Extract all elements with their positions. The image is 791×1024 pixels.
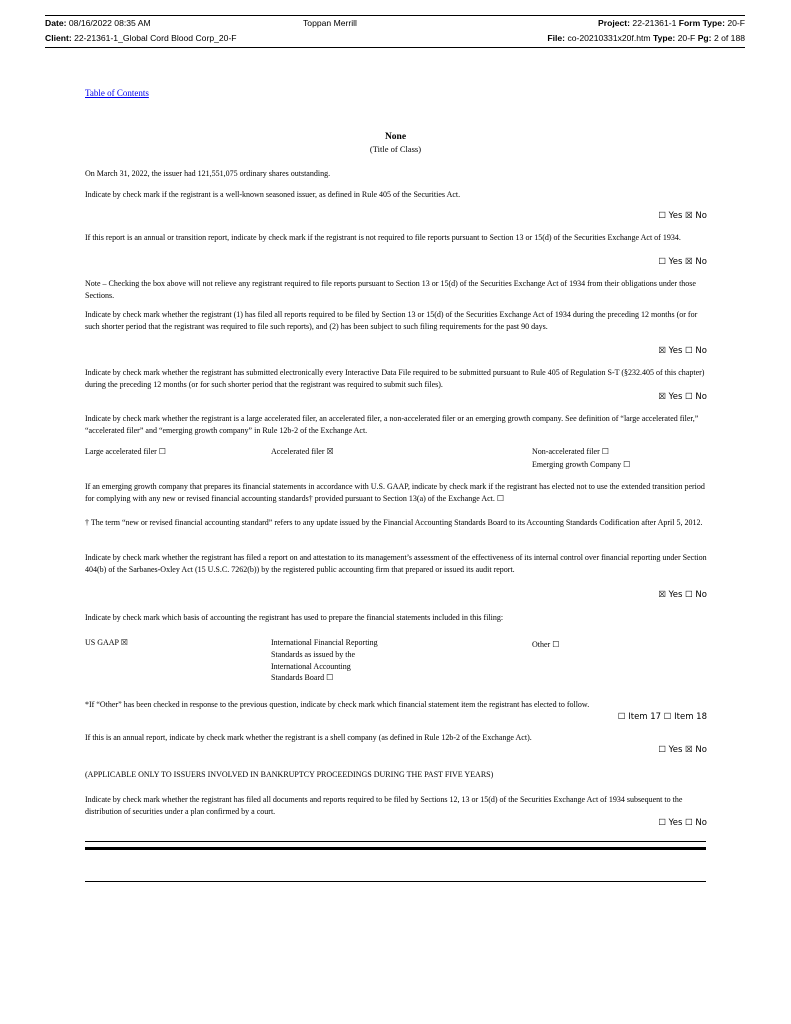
shell-company-checkboxes[interactable]: ☐ Yes ☒ No	[658, 745, 707, 755]
bankruptcy-heading: (APPLICABLE ONLY TO ISSUERS INVOLVED IN BANKRUPTCY PROCEEDINGS DURING THE PAST FIVE YEARS)	[85, 770, 494, 779]
ifrs-option[interactable]	[271, 637, 378, 684]
accelerated-filer-option[interactable]: Accelerated filer ☒	[271, 447, 334, 456]
bankruptcy-checkboxes[interactable]: ☐ Yes ☐ No	[658, 818, 707, 828]
header-bottom-rule	[45, 47, 745, 48]
wksi-checkboxes[interactable]: ☐ Yes ☒ No	[658, 211, 707, 221]
header-date: Date: 08/16/2022 08:35 AM	[45, 18, 151, 28]
header-vendor: Toppan Merrill	[303, 18, 357, 28]
footer-rule-thin	[85, 841, 706, 842]
other-item-question: *If “Other” has been checked in response to the previous question, indicate by check mark which financial statement item the registrant has elected to follow.	[85, 700, 590, 709]
header-client: Client: 22-21361-1_Global Cord Blood Corp_20-F	[45, 33, 237, 43]
us-gaap-option[interactable]: US GAAP ☒	[85, 638, 128, 647]
page-bottom-rule	[85, 881, 706, 882]
dagger-footnote: † The term “new or revised financial accounting standard” refers to any update issued by the Financial Accounting Standards Board to its Accounting Standards Codification after April 5, 2012.	[85, 518, 703, 527]
wksi-question: Indicate by check mark if the registrant is a well-known seasoned issuer, as defined in Rule 405 of the Securities Act.	[85, 190, 461, 199]
other-option[interactable]: Other ☐	[532, 640, 560, 649]
not-required-question: If this report is an annual or transition report, indicate by check mark if the registrant is not required to file reports pursuant to Section 13 or 15(d) of the Securities Exchange Act of 1934.	[85, 233, 681, 242]
icfr-checkboxes[interactable]: ☒ Yes ☐ No	[658, 590, 707, 600]
ifrs-line-2: Standards as issued by the	[271, 649, 355, 659]
icfr-question: Indicate by check mark whether the registrant has filed a report on and attestation to its management’s assessment of the effectiveness of its internal control over financial reporting under Section 404(b) of the Sarbanes-Oxley Act (15 U.S.C. 7262(b)) by the registered public accounting firm that prepared or issued its audit report.	[85, 553, 707, 574]
shares-outstanding-text: On March 31, 2022, the issuer had 121,551,075 ordinary shares outstanding.	[85, 169, 331, 178]
class-title-caption: (Title of Class)	[369, 144, 422, 154]
filed-all-checkboxes[interactable]: ☒ Yes ☐ No	[658, 346, 707, 356]
accounting-basis-question: Indicate by check mark which basis of accounting the registrant has used to prepare the financial statements included in this filing:	[85, 613, 504, 622]
egc-question: If an emerging growth company that prepares its financial statements in accordance with U.S. GAAP, indicate by check mark if the registrant has elected not to use the extended transition period for complying with any new or revised financial accounting standards† provided pursuant to Section 13(a) of the Exchange Act. ☐	[85, 482, 705, 503]
filer-type-question: Indicate by check mark whether the registrant is a large accelerated filer, an accelerated filer, a non-accelerated filer or an emerging growth company. See definition of “large accelerated filer,” “accelerated filer” and “emerging growth company” in Rule 12b-2 of the Exchange Act.	[85, 414, 699, 435]
shell-company-question: If this is an annual report, indicate by check mark whether the registrant is a shell company (as defined in Rule 12b-2 of the Exchange Act).	[85, 733, 532, 742]
ifrs-line-4: Standards Board ☐	[271, 673, 334, 683]
ifrs-line-3: International Accounting	[271, 661, 351, 671]
filed-all-question: Indicate by check mark whether the registrant (1) has filed all reports required to be filed by Section 13 or 15(d) of the Securities Exchange Act of 1934 during the preceding 12 months (or for such shorter period that the registrant was required to file such reports), and (2) has been subject to such filing requirements for the past 90 days.	[85, 310, 698, 331]
header-project: Project: 22-21361-1 Form Type: 20-F	[598, 18, 745, 28]
large-accelerated-filer-option[interactable]: Large accelerated filer ☐	[85, 447, 166, 456]
interactive-data-question: Indicate by check mark whether the registrant has submitted electronically every Interactive Data File required to be submitted pursuant to Rule 405 of Regulation S-T (§232.405 of this chapter) during the preceding 12 months (or for such shorter period that the registrant was required to submit such files).	[85, 368, 705, 389]
table-of-contents-link[interactable]: Table of Contents	[85, 88, 149, 98]
header-file: File: co-20210331x20f.htm Type: 20-F Pg: 2 of 188	[547, 33, 745, 43]
ifrs-line-1: International Financial Reporting	[271, 638, 378, 647]
not-required-checkboxes[interactable]: ☐ Yes ☒ No	[658, 257, 707, 267]
item-17-18-checkboxes[interactable]: ☐ Item 17 ☐ Item 18	[617, 712, 707, 722]
non-accelerated-filer-option[interactable]: Non-accelerated filer ☐	[532, 447, 609, 456]
emerging-growth-option[interactable]: Emerging growth Company ☐	[532, 460, 631, 469]
note-text: Note – Checking the box above will not relieve any registrant required to file reports pursuant to Section 13 or 15(d) of the Securities Exchange Act of 1934 from their obligations under those Sections.	[85, 279, 696, 300]
class-title: None	[384, 132, 407, 142]
bankruptcy-question: Indicate by check mark whether the registrant has filed all documents and reports required to be filed by Sections 12, 13 or 15(d) of the Securities Exchange Act of 1934 subsequent to the distribution of securities under a plan confirmed by a court.	[85, 795, 683, 816]
header-top-rule	[45, 15, 745, 16]
footer-rule-thick	[85, 847, 706, 850]
interactive-data-checkboxes[interactable]: ☒ Yes ☐ No	[658, 392, 707, 402]
